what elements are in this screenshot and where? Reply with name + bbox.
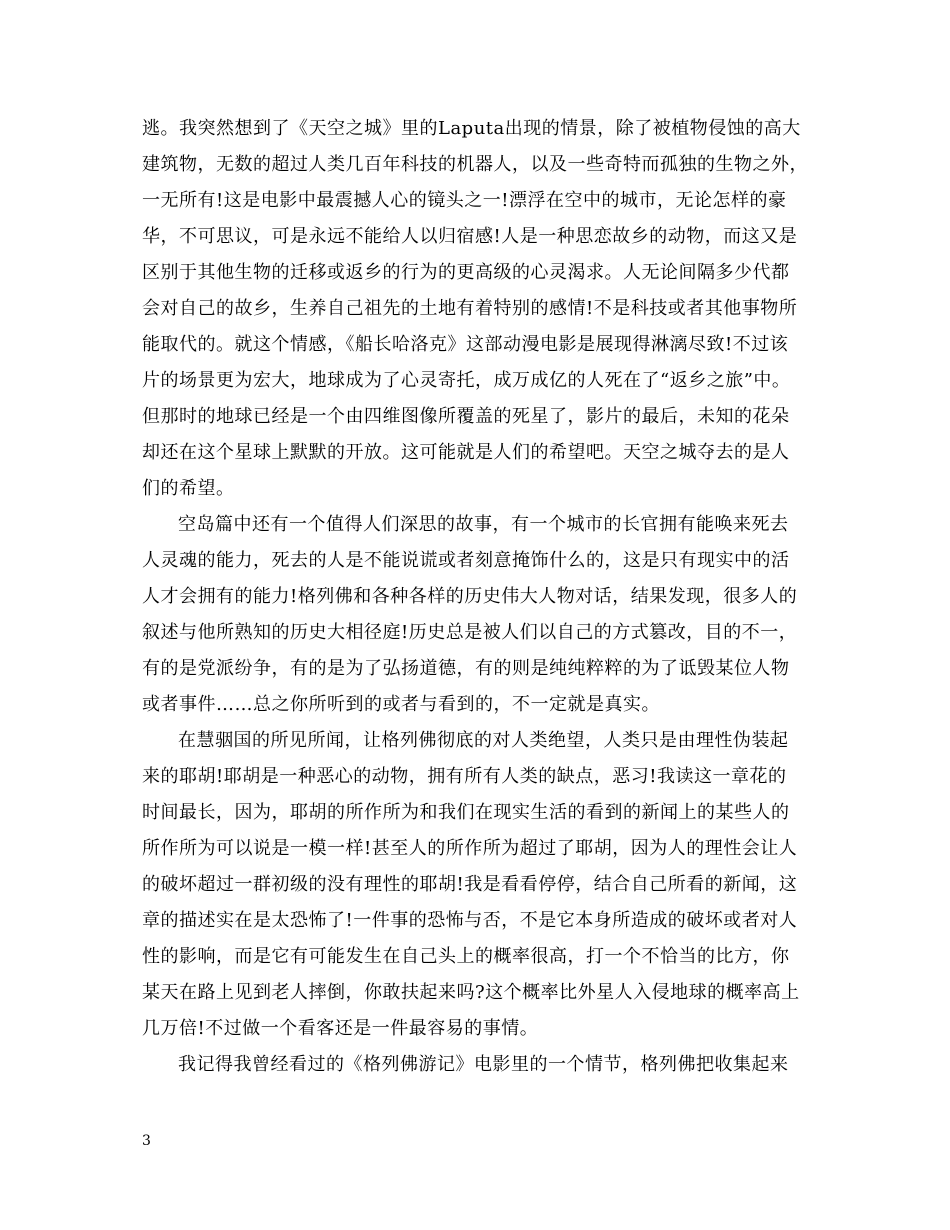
text-line: 的破坏超过一群初级的没有理性的耶胡!我是看看停停，结合自己所看的新闻，这	[142, 874, 798, 895]
text-line: 会对自己的故乡，生养自己祖先的土地有着特别的感情!不是科技或者其他事物所	[142, 298, 798, 319]
text-line: 或者事件……总之你所听到的或者与看到的，不一定就是真实。	[142, 694, 660, 715]
text-line: 却还在这个星球上默默的开放。这可能就是人们的希望吧。天空之城夺去的是人	[142, 442, 790, 463]
text-line: 某天在路上见到老人摔倒，你敢扶起来吗?这个概率比外星人入侵地球的概率高上	[142, 982, 800, 1003]
text-line: 但那时的地球已经是一个由四维图像所覆盖的死星了，影片的最后，未知的花朵	[142, 406, 790, 427]
text-line: 建筑物，无数的超过人类几百年科技的机器人，以及一些奇特而孤独的生物之外，	[142, 154, 808, 175]
text-line: 有的是党派纷争，有的是为了弘扬道德，有的则是纯纯粹粹的为了诋毁某位人物	[142, 658, 790, 679]
text-line: 性的影响，而是它有可能发生在自己头上的概率很高，打一个不恰当的比方，你	[142, 946, 790, 967]
text-line: 时间最长，因为，耶胡的所作所为和我们在现实生活的看到的新闻上的某些人的	[142, 802, 790, 823]
text-line: 所作所为可以说是一模一样!甚至人的所作所为超过了耶胡，因为人的理性会让人	[142, 838, 798, 859]
text-line: 区别于其他生物的迁移或返乡的行为的更高级的心灵渴求。人无论间隔多少代都	[142, 262, 790, 283]
text-line: 华，不可思议，可是永远不能给人以归宿感!人是一种思恋故乡的动物，而这又是	[142, 226, 798, 247]
text-line: 人才会拥有的能力!格列佛和各种各样的历史伟大人物对话，结果发现，很多人的	[142, 586, 798, 607]
page-number: 3	[142, 1133, 151, 1149]
text-line: 几万倍!不过做一个看客还是一件最容易的事情。	[142, 1018, 539, 1039]
text-line: 叙述与他所熟知的历史大相径庭!历史总是被人们以自己的方式篡改，目的不一，	[142, 622, 798, 643]
text-line: 来的耶胡!耶胡是一种恶心的动物，拥有所有人类的缺点，恶习!我读这一章花的	[142, 766, 787, 787]
text-line: 能取代的。就这个情感，《船长哈洛克》这部动漫电影是展现得淋漓尽致!不过该	[142, 334, 789, 355]
text-line: 章的描述实在是太恐怖了!一件事的恐怖与否，不是它本身所造成的破坏或者对人	[142, 910, 798, 931]
text-line: 片的场景更为宏大，地球成为了心灵寄托，成万成亿的人死在了“返乡之旅”中。	[142, 370, 791, 391]
text-line: 们的希望。	[142, 478, 235, 499]
paragraph-start-line: 空岛篇中还有一个值得人们深思的故事，有一个城市的长官拥有能唤来死去	[178, 514, 789, 535]
text-line: 逃。我突然想到了《天空之城》里的Laputa出现的情景，除了被植物侵蚀的高大	[142, 118, 801, 139]
paragraph-start-line: 我记得我曾经看过的《格列佛游记》电影里的一个情节，格列佛把收集起来	[178, 1054, 789, 1075]
text-line: 一无所有!这是电影中最震撼人心的镜头之一!漂浮在空中的城市，无论怎样的豪	[142, 190, 787, 211]
text-line: 人灵魂的能力，死去的人是不能说谎或者刻意掩饰什么的，这是只有现实中的活	[142, 550, 790, 571]
paragraph-start-line: 在慧骃国的所见所闻，让格列佛彻底的对人类绝望，人类只是由理性伪装起	[178, 730, 789, 751]
